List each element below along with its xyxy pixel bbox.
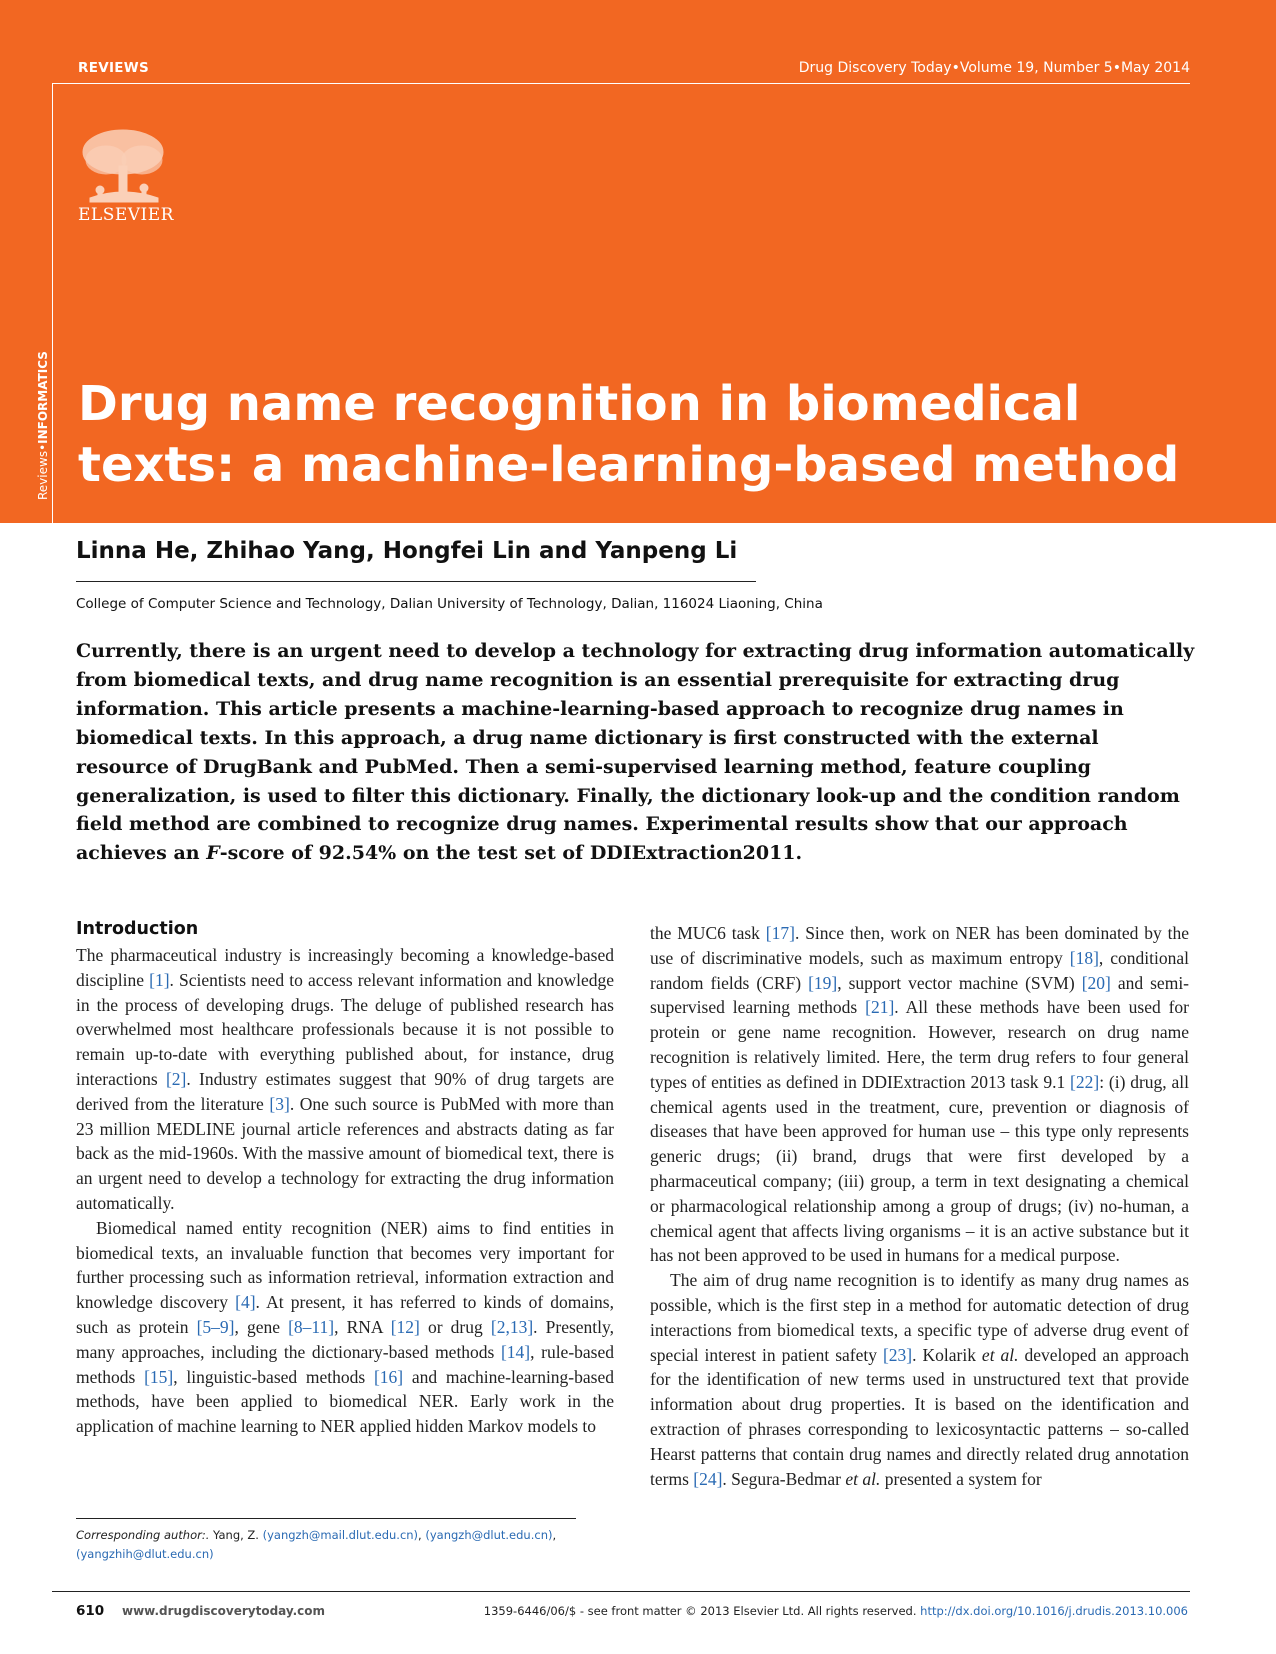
paragraph: The pharmaceutical industry is increasingly becoming a knowledge-based discipline [1]. Scientists need to access relevant information and knowledge in the process of developing drugs. The deluge of published research has overwhelmed most healthcare professionals because it is not possible to remain up-to-date with everything published about, for instance, drug interactions [2]. Industry estimates suggest that 90% of drug targets are derived from the literature [3]. One such source is PubMed with more than 23 million MEDLINE journal article references and abstracts dating as far back as the mid-1960s. With the massive amount of biomedical text, there is an urgent need to develop a technology for extracting the drug information automatically.: [76, 945, 615, 1213]
publisher-name: ELSEVIER: [78, 205, 174, 225]
citation-link[interactable]: [5–9]: [196, 1316, 235, 1337]
author-rule: [76, 581, 756, 582]
citation-link[interactable]: [2,13]: [490, 1316, 534, 1337]
journal-citation: Drug Discovery Today•Volume 19, Number 5•May 2014: [798, 60, 1190, 76]
abstract: Currently, there is an urgent need to develop a technology for extracting drug information automatically from biomedical texts, and drug name recognition is an essential prerequisite for extracting drug information. This article presents a machine-learning-based approach to recognize drug names in biomedical texts. In this approach, a drug name dictionary is first constructed with the external resource of DrugBank and PubMed. Then a semi-supervised learning method, feature coupling generalization, is used to filter this dictionary. Finally, the dictionary look-up and the condition random field method are combined to recognize drug names. Experimental results show that our approach achieves an F-score of 92.54% on the test set of DDIExtraction2011.: [76, 640, 1195, 865]
section-label: REVIEWS: [78, 60, 150, 76]
paragraph: the MUC6 task [17]. Since then, work on NER has been dominated by the use of discriminative models, such as maximum entropy [18], conditional random fields (CRF) [19], support vector machine (SVM) [20] and semi-supervised learning methods [21]. All these methods have been used for protein or gene name recognition. However, research on drug name recognition is relatively limited. Here, the term drug refers to four general types of entities as defined in DDIExtraction 2013 task 9.1 [22]: (i) drug, all chemical agents used in the treatment, cure, prevention or diagnosis of diseases that have been approved for human use – this type only represents generic drugs; (ii) brand, drugs that were first developed by a pharmaceutical company; (iii) group, a term in text designating a chemical or pharmacological relationship among a group of drugs; (iv) no-human, a chemical agent that affects living organisms – it is an active substance but it has not been approved to be used in humans for a medical purpose.: [650, 923, 1190, 1266]
paragraph: Biomedical named entity recognition (NER) aims to find entities in biomedical texts, an invaluable function that becomes very important for further processing such as information retrieval, information extraction and knowledge discovery [4]. At present, it has referred to kinds of domains, such as protein [5–9], gene [8–11], RNA [12] or drug [2,13]. Presently, many approaches, including the dictionary-based methods [14], rule-based methods [15], linguistic-based methods [16] and machine-learning-based methods, have been applied to biomedical NER. Early work in the application of machine learning to NER applied hidden Markov models to: [76, 1217, 615, 1437]
journal-website-link[interactable]: www.drugdiscoverytoday.com: [122, 1604, 326, 1618]
citation-link[interactable]: [15]: [144, 1366, 174, 1387]
citation-link[interactable]: [14]: [500, 1341, 531, 1362]
citation-link[interactable]: [22]: [1070, 1071, 1100, 1092]
body-column-left: [76, 917, 614, 1439]
email-link[interactable]: (yangzhih@dlut.edu.cn): [76, 1547, 214, 1561]
citation-link[interactable]: [18]: [1069, 947, 1099, 968]
citation-link[interactable]: [3]: [269, 1093, 290, 1114]
citation-link[interactable]: [17]: [765, 923, 795, 943]
doi-link[interactable]: http://dx.doi.org/10.1016/j.drudis.2013.10.006: [920, 1604, 1188, 1618]
journal-date: May 2014: [1120, 60, 1190, 76]
citation-link[interactable]: [1]: [149, 969, 170, 990]
journal-volume: Volume 19, Number 5: [959, 60, 1113, 76]
page-number: 610: [76, 1603, 105, 1619]
citation-link[interactable]: [21]: [865, 997, 895, 1018]
affiliation: College of Computer Science and Technology, Dalian University of Technology, Dalian, 116024 Liaoning, China: [76, 596, 823, 612]
footer-rule: [52, 1591, 1190, 1592]
citation-link[interactable]: [16]: [373, 1366, 404, 1387]
author-list: Linna He, Zhihao Yang, Hongfei Lin and Yanpeng Li: [76, 538, 738, 564]
body-column-right: [650, 921, 1189, 1491]
email-link[interactable]: (yangzh@dlut.edu.cn): [425, 1528, 553, 1542]
header-rule: [52, 83, 1190, 84]
paragraph: The aim of drug name recognition is to identify as many drug names as possible, which is the first step in a method for automatic detection of drug interactions from biomedical texts, a specific type of adverse drug event of special interest in patient safety [23]. Kolarik et al. developed an approach for the identification of new terms used in unstructured text that provide information about drug properties. It is based on the identification and extraction of phrases corresponding to lexicosyntactic patterns – so-called Hearst patterns that contain drug names and directly related drug annotation terms [24]. Segura-Bedmar et al. presented a system for: [650, 1270, 1189, 1489]
journal-name: Drug Discovery Today: [798, 60, 952, 76]
citation-link[interactable]: [4]: [235, 1292, 256, 1313]
article-title: Drug name recognition in biomedical texts: a machine-learning-based method: [78, 376, 1180, 493]
side-section-label: Reviews•INFORMATICS: [36, 351, 50, 500]
email-link[interactable]: (yangzh@mail.dlut.edu.cn): [262, 1528, 419, 1542]
citation-link[interactable]: [23]: [882, 1344, 913, 1365]
citation-link[interactable]: [20]: [1081, 972, 1111, 993]
citation-link[interactable]: [8–11]: [288, 1316, 335, 1337]
footnote-rule: [76, 1518, 576, 1519]
citation-link[interactable]: [12]: [390, 1316, 420, 1337]
section-heading: Introduction: [76, 919, 199, 939]
copyright-line: 1359-6446/06/$ - see front matter © 2013 Elsevier Ltd. All rights reserved. http://dx.doi.org/10.1016/j.drudis.2013.10.006: [483, 1604, 1188, 1618]
citation-link[interactable]: [24]: [693, 1468, 723, 1489]
citation-link[interactable]: [2]: [165, 1068, 187, 1089]
corresponding-author-footnote: Corresponding author:. Yang, Z. (yangzh@mail.dlut.edu.cn), (yangzh@dlut.edu.cn), (yangzhih@dlut.edu.cn): [76, 1528, 557, 1561]
citation-link[interactable]: [19]: [808, 972, 838, 993]
side-rule: [52, 83, 53, 523]
